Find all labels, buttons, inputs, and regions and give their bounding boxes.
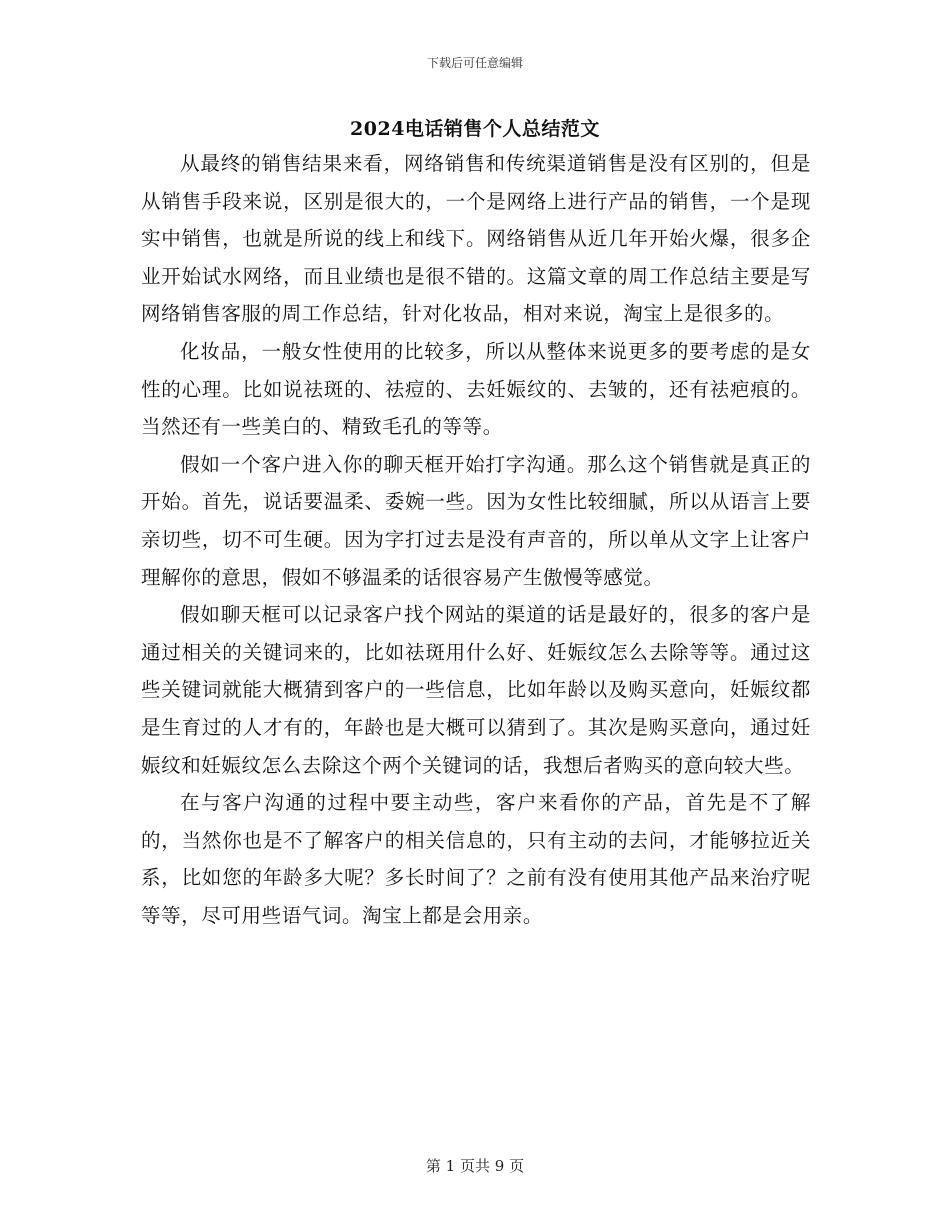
paragraph: 假如聊天框可以记录客户找个网站的渠道的话是最好的，很多的客户是通过相关的关键词来的，比如祛斑用什么好、妊娠纹怎么去除等等。通过这些关键词就能大概猜到客户的一些信息，比如年龄以及购买意向，妊娠纹都是生育过的人才有的，年龄也是大概可以猜到了。其次是购买意向，通过妊娠纹和妊娠纹怎么去除这个两个关键词的话，我想后者购买的意向较大些。: [141, 603, 811, 777]
paragraph: 化妆品，一般女性使用的比较多，所以从整体来说更多的要考虑的是女性的心理。比如说祛斑的、祛痘的、去妊娠纹的、去皱的，还有祛疤痕的。当然还有一些美白的、精致毛孔的等等。: [141, 339, 811, 439]
page-footer: 第 1 页共 9 页: [425, 1157, 525, 1175]
header-note: 下载后可任意编辑: [426, 56, 523, 70]
document-body: [141, 145, 811, 934]
paragraph: 从最终的销售结果来看，网络销售和传统渠道销售是没有区别的，但是从销售手段来说，区别是很大的，一个是网络上进行产品的销售，一个是现实中销售，也就是所说的线上和线下。网络销售从近几年开始火爆，很多企业开始试水网络，而且业绩也是很不错的。这篇文章的周工作总结主要是写网络销售客服的周工作总结，针对化妆品，相对来说，淘宝上是很多的。: [141, 152, 811, 326]
document-title: 2024电话销售个人总结范文: [350, 118, 600, 140]
paragraph: 在与客户沟通的过程中要主动些，客户来看你的产品，首先是不了解的，当然你也是不了解客户的相关信息的，只有主动的去问，才能够拉近关系，比如您的年龄多大呢？多长时间了？之前有没有使用其他产品来治疗呢等等，尽可用些语气词。淘宝上都是会用亲。: [141, 791, 811, 927]
paragraph: 假如一个客户进入你的聊天框开始打字沟通。那么这个销售就是真正的开始。首先，说话要温柔、委婉一些。因为女性比较细腻，所以从语言上要亲切些，切不可生硬。因为字打过去是没有声音的，所以单从文字上让客户理解你的意思，假如不够温柔的话很容易产生傲慢等感觉。: [141, 452, 811, 589]
